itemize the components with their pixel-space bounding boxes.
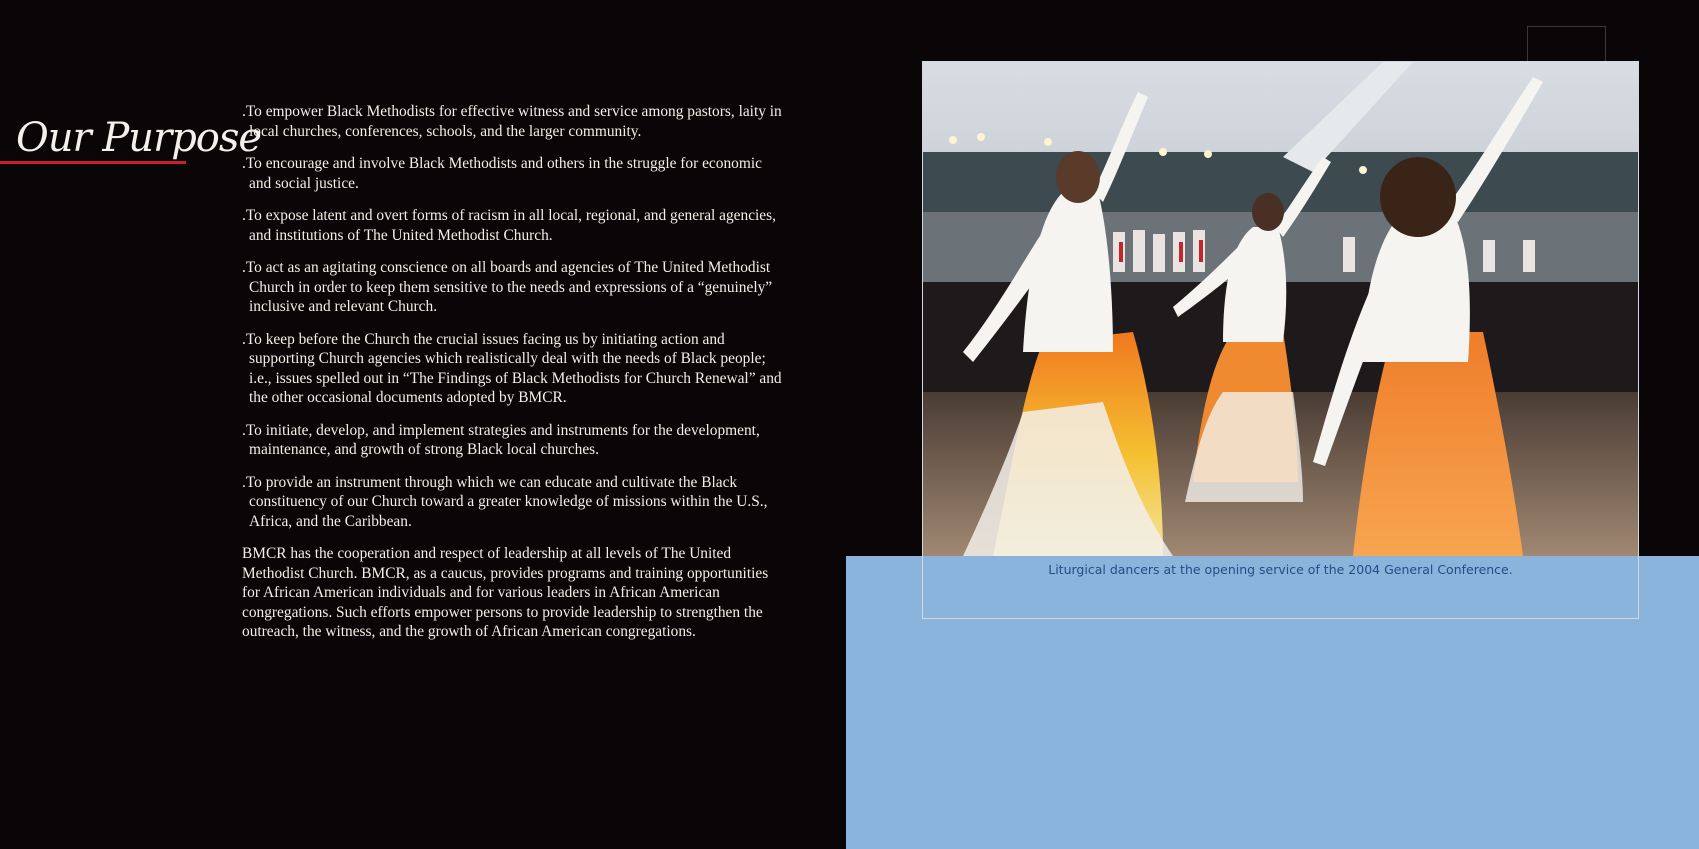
summary-paragraph: BMCR has the cooperation and respect of leadership at all levels of The United Methodist Church. BMCR, as a caucus, provides programs and training opportunities for African American individuals and for various leaders in African American congregations. Such efforts empower persons to provide leadership to strengthen the outreach, the witness, and the growth of African American congregations.	[242, 545, 769, 640]
purpose-item: .To encourage and involve Black Methodists and others in the struggle for economic and social justice.	[242, 155, 762, 192]
purpose-item: .To keep before the Church the crucial issues facing us by initiating action and supporting Church agencies which realistically deal with the needs of Black people; i.e., issues spelled out in “The Findings of Black Methodists for Church Renewal” and the other occasional documents adopted by BMCR.	[242, 330, 782, 406]
purpose-item: .To provide an instrument through which we can educate and cultivate the Black constituency of our Church toward a greater knowledge of missions within the U.S., Africa, and the Caribbean.	[242, 473, 768, 530]
purpose-item: .To expose latent and overt forms of racism in all local, regional, and general agencies, and institutions of The United Methodist Church.	[242, 207, 776, 244]
purpose-item: .To initiate, develop, and implement strategies and instruments for the development, maintenance, and growth of strong Black local churches.	[242, 421, 760, 458]
purpose-item: .To empower Black Methodists for effective witness and service among pastors, laity in local churches, conferences, schools, and the larger community.	[242, 103, 782, 140]
purpose-content	[242, 102, 782, 642]
photo-caption: Liturgical dancers at the opening service of the 2004 General Conference.	[1048, 562, 1513, 577]
decorative-tab	[1527, 26, 1606, 61]
heading-underline	[0, 161, 186, 164]
purpose-item: .To act as an agitating conscience on all boards and agencies of The United Methodist Church in order to keep them sensitive to the needs and expressions of a “genuinely” inclusive and relevant Church.	[242, 259, 773, 315]
page-title: Our Purpose	[16, 115, 262, 161]
photo-frame	[922, 61, 1639, 619]
